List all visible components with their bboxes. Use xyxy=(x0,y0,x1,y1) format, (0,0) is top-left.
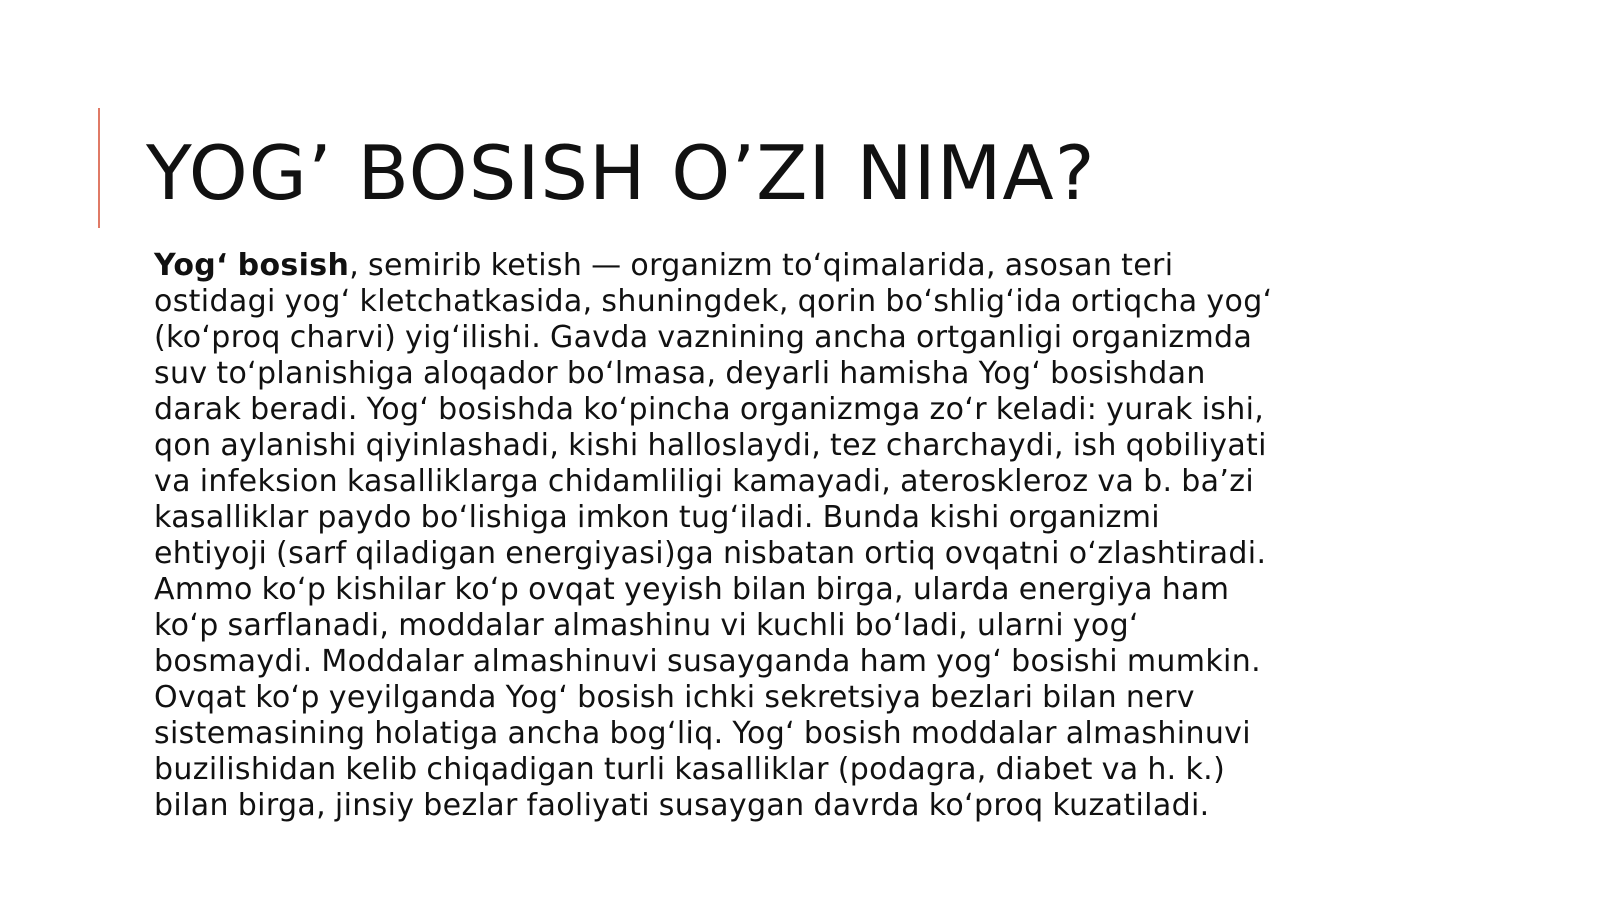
body-line-1 xyxy=(154,248,1444,284)
body-line: bosmaydi. Moddalar almashinuvi susayganda ham yogʻ bosishi mumkin. xyxy=(154,644,1261,679)
body-line: buzilishidan kelib chiqadigan turli kasalliklar (podagra, diabet va h. k.) xyxy=(154,752,1226,787)
bold-term: Yogʻ bosish xyxy=(154,248,350,283)
slide-title: YOG’ BOSISH O’ZI NIMA? xyxy=(146,129,1096,217)
slide-body-text xyxy=(154,248,1444,824)
first-line-rest: , semirib ketish — organizm toʻqimalarida, asosan teri xyxy=(349,248,1174,283)
body-line: darak beradi. Yogʻ bosishda koʻpincha organizmga zoʻr keladi: yurak ishi, xyxy=(154,392,1265,427)
body-line: va infeksion kasalliklarga chidamliligi kamayadi, ateroskleroz va b. baʼzi xyxy=(154,464,1255,499)
body-line: ehtiyoji (sarf qiladigan energiyasi)ga nisbatan ortiq ovqatni oʻzlashtiradi. xyxy=(154,536,1267,571)
title-accent-bar xyxy=(98,108,100,228)
body-line: ostidagi yogʻ kletchatkasida, shuningdek, qorin boʻshligʻida ortiqcha yogʻ xyxy=(154,284,1273,319)
body-line: sistemasining holatiga ancha bogʻliq. Yogʻ bosish moddalar almashinuvi xyxy=(154,716,1251,751)
body-line: qon aylanishi qiyinlashadi, kishi halloslaydi, tez charchaydi, ish qobiliyati xyxy=(154,428,1267,463)
body-line: kasalliklar paydo boʻlishiga imkon tugʻiladi. Bunda kishi organizmi xyxy=(154,500,1160,535)
body-line: suv toʻplanishiga aloqador boʻlmasa, deyarli hamisha Yogʻ bosishdan xyxy=(154,356,1206,391)
body-line: Ammo koʻp kishilar koʻp ovqat yeyish bilan birga, ularda energiya ham xyxy=(154,572,1230,607)
body-line: bilan birga, jinsiy bezlar faoliyati susaygan davrda koʻproq kuzatiladi. xyxy=(154,788,1210,823)
body-line: Ovqat koʻp yeyilganda Yogʻ bosish ichki sekretsiya bezlari bilan nerv xyxy=(154,680,1195,715)
body-line: (koʻproq charvi) yigʻilishi. Gavda vaznining ancha ortganligi organizmda xyxy=(154,320,1253,355)
body-line: koʻp sarflanadi, moddalar almashinu vi kuchli boʻladi, ularni yogʻ xyxy=(154,608,1139,643)
